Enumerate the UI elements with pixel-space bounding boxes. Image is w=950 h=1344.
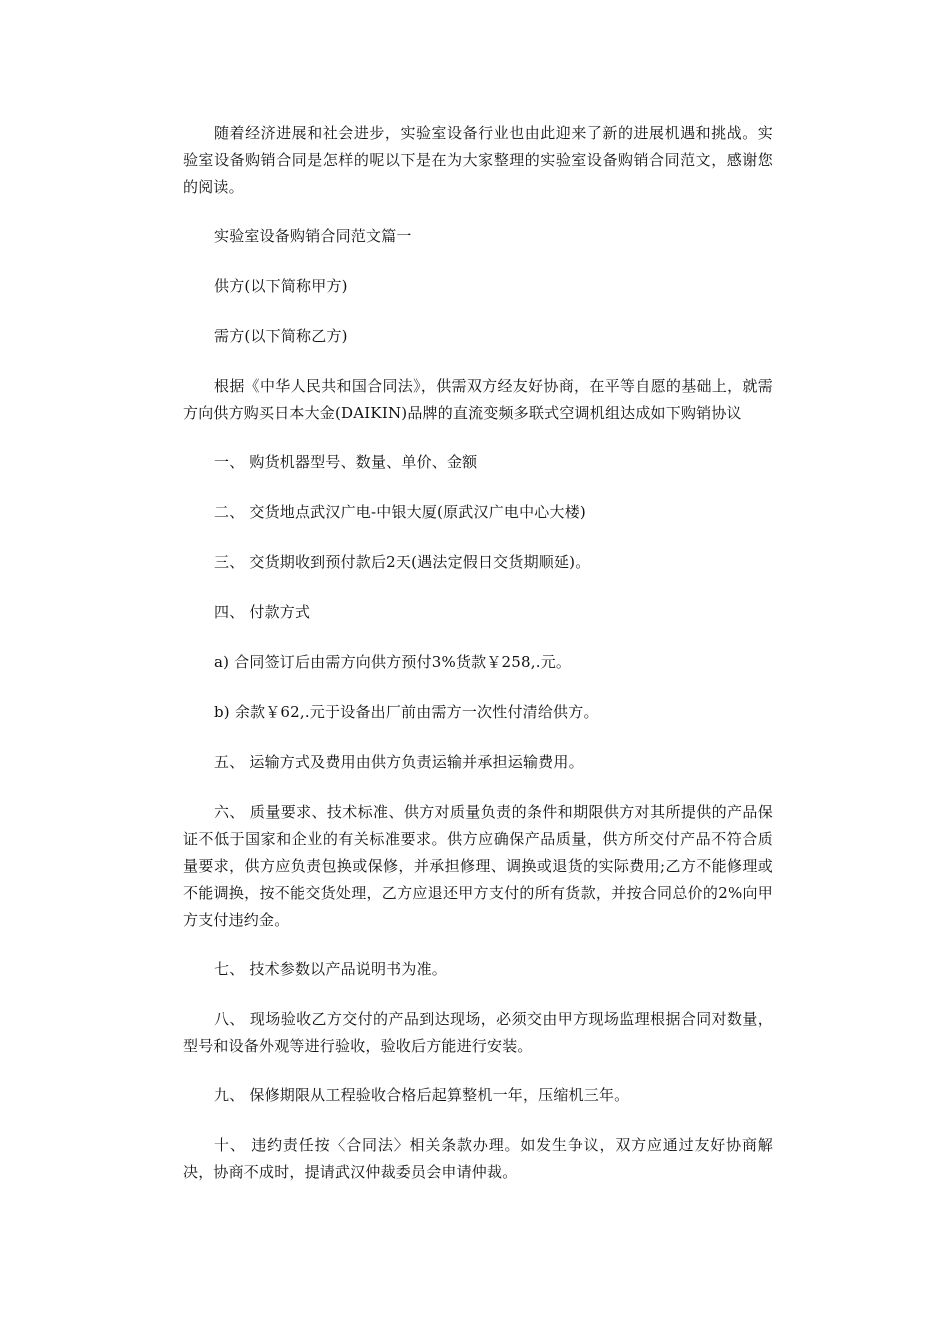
clause-7: 七、 技术参数以产品说明书为准。 (214, 960, 447, 978)
clause-6: 六、 质量要求、技术标准、供方对质量负责的条件和期限供方对其所提供的产品保证不低于国家和企业的有关标准要求。供方应确保产品质量，供方所交付产品不符合质量要求，供方应负责包换或保修，并承担修理、调换或退货的实际费用;乙方不能修理或不能调换，按不能交货处理，乙方应退还甲方支付的所有货款，并按合同总价的2%向甲方支付违约金。 (183, 803, 773, 929)
clause-4-a: a) 合同签订后由需方向供方预付3%货款￥258,.元。 (214, 653, 572, 671)
clause-5: 五、 运输方式及费用由供方负责运输并承担运输费用。 (214, 753, 584, 771)
clause-8: 八、 现场验收乙方交付的产品到达现场，必须交由甲方现场监理根据合同对数量，型号和设备外观等进行验收，验收后方能进行安装。 (183, 1010, 773, 1055)
agreement-basis-paragraph: 根据《中华人民共和国合同法》，供需双方经友好协商，在平等自愿的基础上，就需方向供方购买日本大金(DAIKIN)品牌的直流变频多联式空调机组达成如下购销协议 (183, 377, 773, 422)
clause-1: 一、 购货机器型号、数量、单价、金额 (214, 453, 478, 471)
intro-paragraph: 随着经济进展和社会进步，实验室设备行业也由此迎来了新的进展机遇和挑战。实验室设备购销合同是怎样的呢以下是在为大家整理的实验室设备购销合同范文，感谢您的阅读。 (183, 124, 773, 196)
section-title: 实验室设备购销合同范文篇一 (214, 227, 412, 245)
supplier-line: 供方(以下简称甲方) (214, 277, 348, 295)
buyer-line: 需方(以下简称乙方) (214, 327, 348, 345)
document-page (183, 120, 773, 1208)
clause-9: 九、 保修期限从工程验收合格后起算整机一年，压缩机三年。 (214, 1086, 630, 1104)
clause-4-b: b) 余款￥62,.元于设备出厂前由需方一次性付清给供方。 (214, 703, 599, 721)
clause-4: 四、 付款方式 (214, 603, 311, 621)
clause-10: 十、 违约责任按〈合同法〉相关条款办理。如发生争议，双方应通过友好协商解决，协商不成时，提请武汉仲裁委员会申请仲裁。 (183, 1136, 773, 1181)
clause-2: 二、 交货地点武汉广电-中银大厦(原武汉广电中心大楼) (214, 503, 586, 521)
clause-3: 三、 交货期收到预付款后2天(遇法定假日交货期顺延)。 (214, 553, 591, 571)
